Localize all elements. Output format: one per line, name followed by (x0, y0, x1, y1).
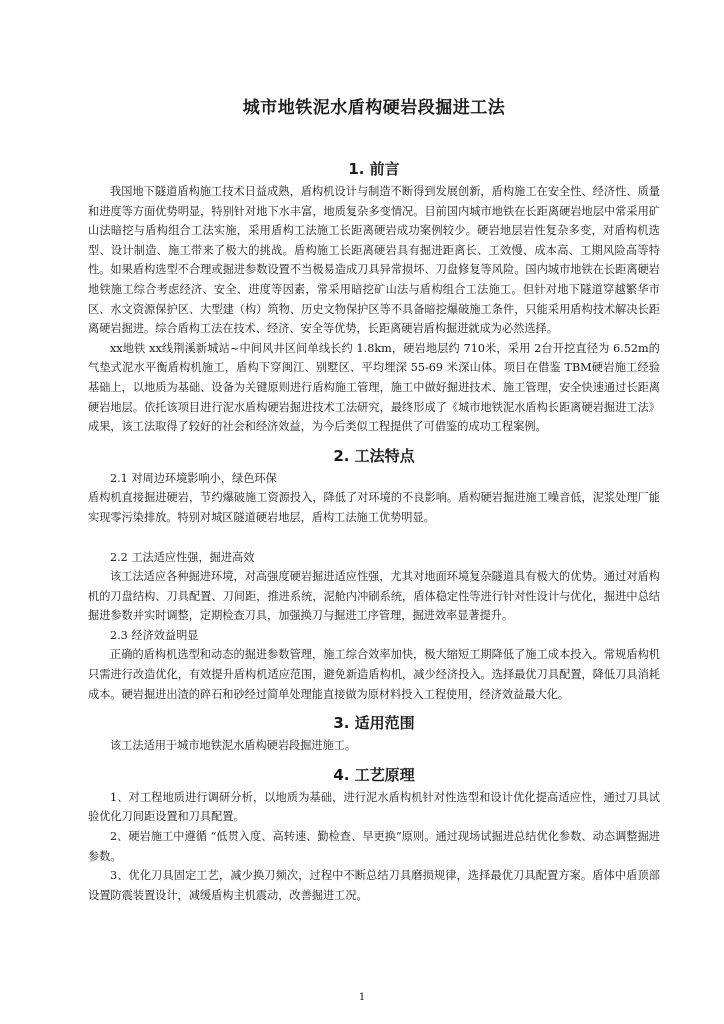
page-number: 1 (358, 992, 366, 1003)
paragraph: 该工法适用于城市地铁泥水盾构硬岩段掘进施工。 (110, 739, 357, 753)
document-title: 城市地铁泥水盾构硬岩段掘进工法 (242, 98, 506, 118)
subheading: 2.1 对周边环境影响小，绿色环保 (110, 471, 277, 485)
document-page (88, 96, 660, 905)
section-heading-features: 2. 工法特点 (333, 446, 415, 465)
paragraph: 正确的盾构机选型和动态的掘进参数管理，施工综合效率加快，极大缩短工期降低了施工成本投入。常规盾构机只需进行改造优化，有效提升盾构机适应范围，避免新造盾构机，减少经济投入。选择最优刀具配置，降低刀具消耗成本。硬岩掘进出渣的碎石和砂经过简单处理能直接做为原材料投入工程使用，经济效益最大化。 (88, 648, 660, 701)
paragraph: 3、优化刀具固定工艺，减少换刀频次，过程中不断总结刀具磨损规律，选择最优刀具配置方案。盾体中盾顶部设置防震装置设计，减缓盾构主机震动，改善掘进工况。 (88, 869, 660, 902)
paragraph: 该工法适应各种掘进环境，对高强度硬岩掘进适应性强，尤其对地面环境复杂隧道具有极大的优势。通过对盾构机的刀盘结构、刀具配置、刀间距，推进系统，泥舱内冲刷系统，盾体稳定性等进行针对性设计与优化，掘进中总结掘进参数并实时调整，定期检查刀具，加强换刀与掘进工序管理，掘进效率显著提升。 (88, 570, 660, 623)
section-heading-scope: 3. 适用范围 (333, 714, 415, 733)
spacer (88, 528, 660, 548)
paragraph: 我国地下隧道盾构施工技术日益成熟，盾构机设计与制造不断得到发展创新，盾构施工在安全性、经济性、质量和进度等方面优势明显，特别针对地下水丰富，地质复杂多变情况。目前国内城市地铁在长距离硬岩地层中常采用矿山法暗挖与盾构组合工法实施，采用盾构工法施工长距离硬岩成功案例较少。硬岩地层岩性复杂多变，对盾构机选型、设计制造、施工带来了极大的挑战。盾构施工长距离硬岩具有掘进距离长、工效慢、成本高、工期风险高等特性。如果盾构选型不合理或掘进参数设置不当极易造成刀具异常损坏、刀盘修复等风险。国内城市地铁在长距离硬岩地铁施工综合考虑经济、安全、进度等因素，常采用暗挖矿山法与盾构组合工法施工。但针对地下隧道穿越繁华市区、水文资源保护区、大型建（构）筑物、历史文物保护区等不具备暗挖爆破施工条件，只能采用盾构技术解决长距离硬岩掘进。综合盾构工法在技术、经济、安全等优势，长距离硬岩盾构掘进就成为必然选择。 (88, 185, 660, 336)
subheading: 2.2 工法适应性强，掘进高效 (110, 550, 255, 564)
section-heading-principle: 4. 工艺原理 (333, 765, 415, 784)
paragraph: 1、对工程地质进行调研分析，以地质为基础，进行泥水盾构机针对性选型和设计优化提高适应性，通过刀具试验优化刀间距设置和刀具配置。 (88, 790, 660, 824)
paragraph: xx地铁 xx线荆溪新城站~中间风井区间单线长约 1.8km，硬岩地层约 710米，采用 2台开挖直径为 6.52m的气垫式泥水平衡盾构机施工，盾构下穿闽江、别墅区、平均埋深 55-69 米深山体。项目在借鉴 TBM硬岩施工经验基础上，以地质为基础、设备为关键原则进行盾构施工管理，施工中做好掘进技术、施工管理，安全快速通过长距离硬岩地层。依托该项目进行泥水盾构硬岩掘进技术工法研究，最终形成了《城市地铁泥水盾构长距离硬岩掘进工法》成果，该工法取得了较好的社会和经济效益，为今后类似工程提供了可借鉴的成功工程案例。 (88, 341, 660, 434)
paragraph: 2、硬岩施工中遵循 “低贯入度、高转速、勤检查、早更换”原则。通过现场试掘进总结优化参数、动态调整掘进参数。 (88, 830, 660, 863)
paragraph: 盾构机直接掘进硬岩，节约爆破施工资源投入，降低了对环境的不良影响。盾构硬岩掘进施工噪音低，泥浆处理厂能实现零污染排放。特别对城区隧道硬岩地层，盾构工法施工优势明显。 (88, 491, 660, 524)
subheading: 2.3 经济效益明显 (110, 628, 199, 642)
section-heading-foreword: 1. 前言 (348, 160, 400, 178)
